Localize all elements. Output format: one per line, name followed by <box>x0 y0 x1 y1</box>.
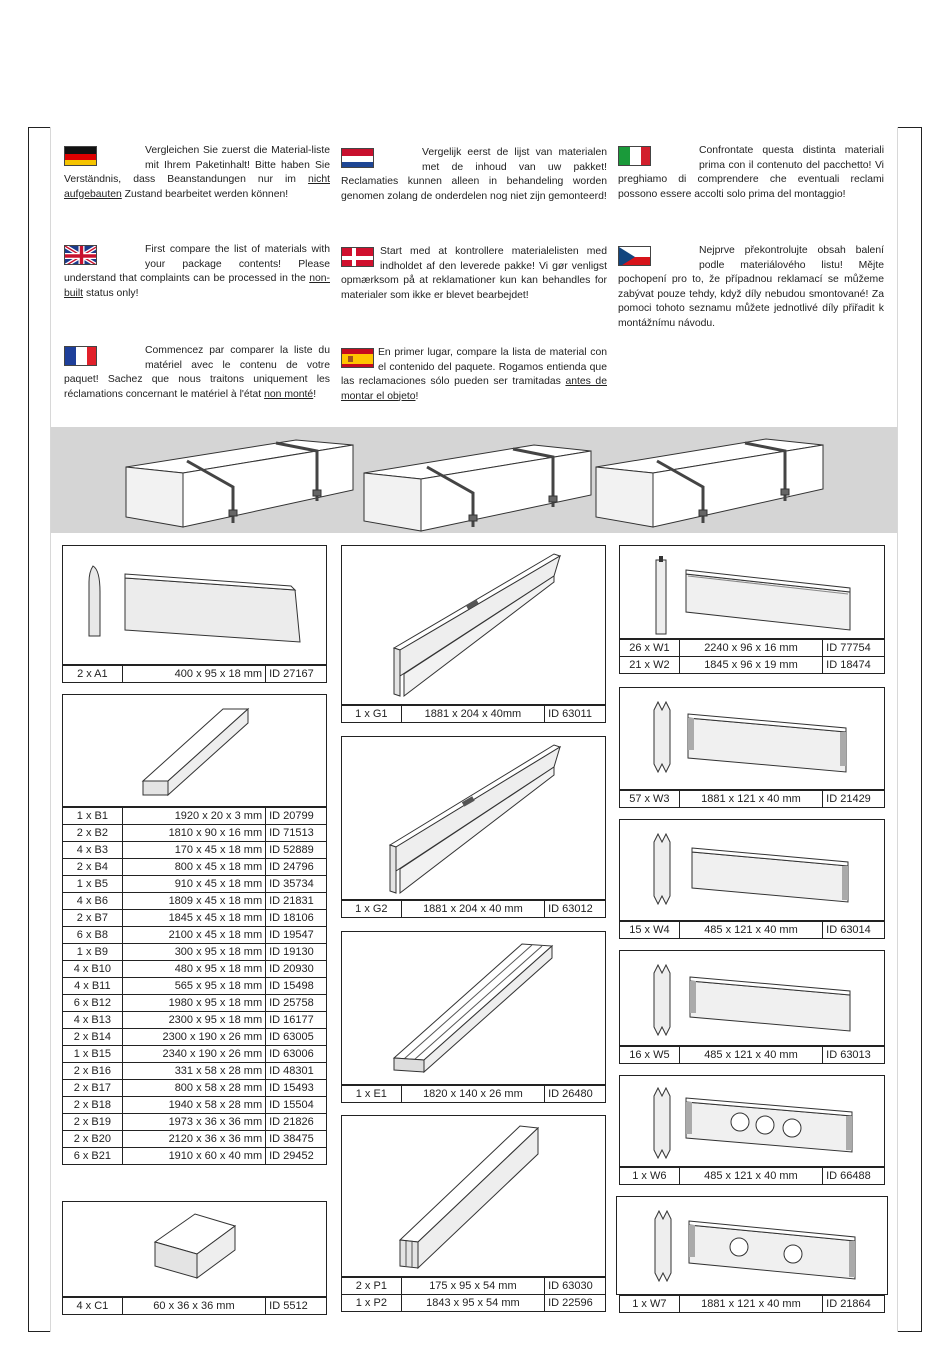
germany-flag-icon <box>64 146 97 166</box>
parts-table-a <box>62 665 327 683</box>
part-w3-illustration <box>620 688 884 789</box>
part-row <box>63 1080 327 1097</box>
part-w7-illustration <box>617 1197 887 1294</box>
part-qty: 2 x B20 <box>63 1131 123 1148</box>
part-qty: 1 x P2 <box>342 1295 402 1312</box>
part-qty: 2 x B2 <box>63 825 123 842</box>
instruction-text: Confrontate questa distinta materiali prima con il contenuto del pacchetto! Vi preghiamo di comprendere che eventuali reclami possono essere accolti solo prima del montaggio! <box>618 145 884 200</box>
part-dimensions: 1920 x 20 x 3 mm <box>122 808 265 825</box>
instruction-es <box>341 346 607 404</box>
part-w1-illustration <box>620 546 884 638</box>
part-dimensions: 485 x 121 x 40 mm <box>679 1047 822 1064</box>
part-row <box>342 1086 606 1103</box>
parts-table-w3 <box>619 790 885 808</box>
part-qty: 4 x B11 <box>63 978 123 995</box>
part-dimensions: 910 x 45 x 18 mm <box>122 876 265 893</box>
instruction-dk <box>341 245 607 303</box>
instruction-nl <box>341 146 607 204</box>
part-row <box>620 791 885 808</box>
part-qty: 2 x B19 <box>63 1114 123 1131</box>
part-dimensions: 800 x 45 x 18 mm <box>122 859 265 876</box>
part-qty: 4 x B13 <box>63 1012 123 1029</box>
part-qty: 16 x W5 <box>620 1047 680 1064</box>
package-1-icon <box>126 440 353 527</box>
part-id: ID 63011 <box>545 706 606 723</box>
part-qty: 4 x B10 <box>63 961 123 978</box>
part-id: ID 77754 <box>823 640 885 657</box>
part-id: ID 63006 <box>266 1046 327 1063</box>
netherlands-flag-icon <box>341 148 374 168</box>
packages-illustration <box>51 427 897 533</box>
instruction-underlined: non monté <box>264 388 314 400</box>
part-qty: 2 x B4 <box>63 859 123 876</box>
parts-table-w6 <box>619 1167 885 1185</box>
part-row <box>63 893 327 910</box>
part-row <box>620 1296 885 1313</box>
part-card-c <box>62 1201 327 1297</box>
france-flag-icon <box>64 346 97 366</box>
instruction-text: Start med at kontrollere materialelisten med indholdet af den leverede pakke! Vi gør venligst opmærksom på at reklamationer kun kan behandles for materialer som ikke er blevet bearbejdet! <box>341 246 607 301</box>
part-w5-illustration <box>620 951 884 1045</box>
part-row <box>63 927 327 944</box>
part-row <box>63 808 327 825</box>
part-id: ID 21429 <box>823 791 885 808</box>
part-qty: 1 x B5 <box>63 876 123 893</box>
part-c-illustration <box>63 1202 326 1296</box>
package-2-icon <box>364 445 591 531</box>
part-row <box>63 910 327 927</box>
part-dimensions: 1881 x 204 x 40mm <box>401 706 544 723</box>
part-id: ID 21864 <box>823 1296 885 1313</box>
part-id: ID 15504 <box>266 1097 327 1114</box>
instruction-it <box>618 144 884 202</box>
part-qty: 6 x B8 <box>63 927 123 944</box>
part-qty: 1 x W6 <box>620 1168 680 1185</box>
part-qty: 1 x B15 <box>63 1046 123 1063</box>
part-row <box>63 825 327 842</box>
parts-table-b <box>62 807 327 1165</box>
part-qty: 26 x W1 <box>620 640 680 657</box>
part-id: ID 38475 <box>266 1131 327 1148</box>
part-id: ID 21826 <box>266 1114 327 1131</box>
part-card-a <box>62 545 327 665</box>
part-row <box>342 1295 606 1312</box>
part-dimensions: 1940 x 58 x 28 mm <box>122 1097 265 1114</box>
part-w4-illustration <box>620 820 884 920</box>
instruction-text: Vergleichen Sie zuerst die Material-liste mit Ihrem Paketinhalt! Bitte haben Sie Verständnis, dass Beanstandungen nur im <box>64 145 330 185</box>
spain-flag-icon <box>341 348 374 368</box>
parts-table-g1 <box>341 705 606 723</box>
part-dimensions: 1980 x 95 x 18 mm <box>122 995 265 1012</box>
part-id: ID 25758 <box>266 995 327 1012</box>
part-id: ID 19130 <box>266 944 327 961</box>
part-dimensions: 2340 x 190 x 26 mm <box>122 1046 265 1063</box>
part-row <box>63 944 327 961</box>
part-id: ID 63013 <box>823 1047 885 1064</box>
part-card-w7 <box>616 1196 888 1295</box>
part-id: ID 20799 <box>266 808 327 825</box>
part-row <box>63 1063 327 1080</box>
part-qty: 2 x B18 <box>63 1097 123 1114</box>
part-id: ID 63012 <box>545 901 606 918</box>
part-row <box>63 978 327 995</box>
part-qty: 6 x B12 <box>63 995 123 1012</box>
part-qty: 1 x B1 <box>63 808 123 825</box>
part-id: ID 21831 <box>266 893 327 910</box>
part-id: ID 16177 <box>266 1012 327 1029</box>
part-id: ID 71513 <box>266 825 327 842</box>
part-card-b <box>62 694 327 807</box>
parts-table-g2 <box>341 900 606 918</box>
part-g2-illustration <box>342 737 605 899</box>
part-qty: 15 x W4 <box>620 922 680 939</box>
part-dimensions: 485 x 121 x 40 mm <box>679 1168 822 1185</box>
part-row <box>63 1131 327 1148</box>
part-id: ID 48301 <box>266 1063 327 1080</box>
part-row <box>63 842 327 859</box>
part-id: ID 26480 <box>545 1086 606 1103</box>
part-row <box>620 922 885 939</box>
part-e-illustration <box>342 932 605 1084</box>
parts-table-w7 <box>619 1295 885 1313</box>
part-dimensions: 400 x 95 x 18 mm <box>122 666 265 683</box>
part-row <box>620 1168 885 1185</box>
part-id: ID 63005 <box>266 1029 327 1046</box>
instruction-text: Vergelijk eerst de lijst van materialen met de inhoud van uw pakket! Reclamaties kunnen alleen in behandeling worden genomen zolang de onderdelen nog niet zijn gemonteerd! <box>341 147 607 202</box>
part-id: ID 35734 <box>266 876 327 893</box>
part-id: ID 19547 <box>266 927 327 944</box>
part-card-w6 <box>619 1075 885 1167</box>
part-qty: 1 x G2 <box>342 901 402 918</box>
part-dimensions: 1843 x 95 x 54 mm <box>401 1295 544 1312</box>
part-row <box>63 961 327 978</box>
parts-table-e <box>341 1085 606 1103</box>
instruction-text-end: ! <box>415 390 419 402</box>
part-dimensions: 331 x 58 x 28 mm <box>122 1063 265 1080</box>
part-id: ID 63014 <box>823 922 885 939</box>
part-dimensions: 1881 x 121 x 40 mm <box>679 791 822 808</box>
part-id: ID 18106 <box>266 910 327 927</box>
part-row <box>63 1029 327 1046</box>
part-id: ID 22596 <box>545 1295 606 1312</box>
part-card-w1 <box>619 545 885 639</box>
part-dimensions: 1973 x 36 x 36 mm <box>122 1114 265 1131</box>
part-dimensions: 2300 x 190 x 26 mm <box>122 1029 265 1046</box>
part-row <box>342 706 606 723</box>
part-dimensions: 1809 x 45 x 18 mm <box>122 893 265 910</box>
instruction-text-end: ! <box>313 388 317 400</box>
instruction-cz <box>618 244 884 331</box>
part-qty: 4 x C1 <box>63 1298 123 1315</box>
part-row <box>342 901 606 918</box>
part-w6-illustration <box>620 1076 884 1166</box>
part-dimensions: 2240 x 96 x 16 mm <box>679 640 822 657</box>
part-qty: 4 x B3 <box>63 842 123 859</box>
instruction-underlined: non-built <box>64 273 330 299</box>
parts-table-w5 <box>619 1046 885 1064</box>
parts-table-c <box>62 1297 327 1315</box>
package-band <box>51 427 897 533</box>
part-qty: 2 x A1 <box>63 666 123 683</box>
part-qty: 4 x B6 <box>63 893 123 910</box>
uk-flag-icon <box>64 245 97 265</box>
part-dimensions: 2300 x 95 x 18 mm <box>122 1012 265 1029</box>
part-id: ID 20930 <box>266 961 327 978</box>
instruction-text: Commencez par comparer la liste du matériel avec le contenu de votre paquet! Sachez que nous traitons uniquement les réclamations concernant le matériel à l'état <box>64 345 330 400</box>
parts-table-p <box>341 1277 606 1312</box>
part-qty: 1 x G1 <box>342 706 402 723</box>
part-row <box>63 1148 327 1165</box>
part-row <box>63 1097 327 1114</box>
part-card-w3 <box>619 687 885 790</box>
part-dimensions: 480 x 95 x 18 mm <box>122 961 265 978</box>
part-card-w5 <box>619 950 885 1046</box>
part-id: ID 24796 <box>266 859 327 876</box>
part-g1-illustration <box>342 546 605 704</box>
part-dimensions: 2100 x 45 x 18 mm <box>122 927 265 944</box>
part-row <box>63 1012 327 1029</box>
part-row <box>63 1046 327 1063</box>
part-id: ID 66488 <box>823 1168 885 1185</box>
package-3-icon <box>596 439 823 527</box>
part-p-illustration <box>342 1116 605 1276</box>
part-dimensions: 1820 x 140 x 26 mm <box>401 1086 544 1103</box>
part-id: ID 15498 <box>266 978 327 995</box>
part-row <box>63 876 327 893</box>
part-row <box>63 859 327 876</box>
instruction-text-end: status only! <box>83 287 139 299</box>
instruction-fr <box>64 344 330 402</box>
part-dimensions: 300 x 95 x 18 mm <box>122 944 265 961</box>
part-row <box>63 1114 327 1131</box>
part-row <box>342 1278 606 1295</box>
instruction-underlined: antes de montar el objeto <box>341 376 607 402</box>
instruction-text-end: Zustand bearbeitet werden können! <box>121 188 289 200</box>
part-dimensions: 565 x 95 x 18 mm <box>122 978 265 995</box>
instruction-en <box>64 243 330 301</box>
parts-table-w4 <box>619 921 885 939</box>
part-card-w4 <box>619 819 885 921</box>
part-a-illustration <box>63 546 326 664</box>
part-id: ID 52889 <box>266 842 327 859</box>
part-dimensions: 800 x 58 x 28 mm <box>122 1080 265 1097</box>
parts-table-w1 <box>619 639 885 674</box>
part-id: ID 27167 <box>266 666 327 683</box>
part-qty: 6 x B21 <box>63 1148 123 1165</box>
instruction-de <box>64 144 330 202</box>
part-row <box>63 1298 327 1315</box>
part-qty: 1 x B9 <box>63 944 123 961</box>
part-card-g2 <box>341 736 606 900</box>
part-dimensions: 485 x 121 x 40 mm <box>679 922 822 939</box>
part-dimensions: 1910 x 60 x 40 mm <box>122 1148 265 1165</box>
part-dimensions: 175 x 95 x 54 mm <box>401 1278 544 1295</box>
part-dimensions: 170 x 45 x 18 mm <box>122 842 265 859</box>
part-id: ID 15493 <box>266 1080 327 1097</box>
part-card-p <box>341 1115 606 1277</box>
denmark-flag-icon <box>341 247 374 267</box>
part-row <box>620 640 885 657</box>
part-row <box>63 995 327 1012</box>
part-dimensions: 2120 x 36 x 36 mm <box>122 1131 265 1148</box>
part-dimensions: 1881 x 204 x 40 mm <box>401 901 544 918</box>
part-qty: 1 x W7 <box>620 1296 680 1313</box>
part-qty: 57 x W3 <box>620 791 680 808</box>
part-qty: 2 x B16 <box>63 1063 123 1080</box>
czech-flag-icon <box>618 246 651 266</box>
part-id: ID 29452 <box>266 1148 327 1165</box>
part-dimensions: 60 x 36 x 36 mm <box>122 1298 265 1315</box>
part-id: ID 5512 <box>266 1298 327 1315</box>
part-qty: 1 x E1 <box>342 1086 402 1103</box>
part-id: ID 63030 <box>545 1278 606 1295</box>
part-row <box>620 657 885 674</box>
part-dimensions: 1845 x 45 x 18 mm <box>122 910 265 927</box>
part-id: ID 18474 <box>823 657 885 674</box>
part-dimensions: 1845 x 96 x 19 mm <box>679 657 822 674</box>
part-qty: 2 x P1 <box>342 1278 402 1295</box>
part-card-g1 <box>341 545 606 705</box>
part-card-e <box>341 931 606 1085</box>
instruction-underlined: nicht aufgebauten <box>64 174 330 200</box>
part-b-illustration <box>63 695 326 806</box>
instruction-text: First compare the list of materials with your package contents! Please understand that complaints can be processed in the <box>64 244 330 284</box>
part-row <box>620 1047 885 1064</box>
part-qty: 21 x W2 <box>620 657 680 674</box>
part-qty: 2 x B7 <box>63 910 123 927</box>
instruction-text: Nejprve překontrolujte obsah balení podle materiálového listu! Mějte pochopení pro to, že případnou reklamací se můžeme zabývat pouze tehdy, když díly nebudou smontované! Za pomoci tohoto seznamu můžete jednotlivé díly přiřadit k montážnímu návodu. <box>618 245 884 329</box>
italy-flag-icon <box>618 146 651 166</box>
part-dimensions: 1810 x 90 x 16 mm <box>122 825 265 842</box>
part-qty: 2 x B14 <box>63 1029 123 1046</box>
part-row <box>63 666 327 683</box>
part-qty: 2 x B17 <box>63 1080 123 1097</box>
instruction-text: En primer lugar, compare la lista de material con el contenido del paquete. Rogamos entienda que las reclamaciones sólo pueden ser tramitadas <box>341 347 607 387</box>
part-dimensions: 1881 x 121 x 40 mm <box>679 1296 822 1313</box>
